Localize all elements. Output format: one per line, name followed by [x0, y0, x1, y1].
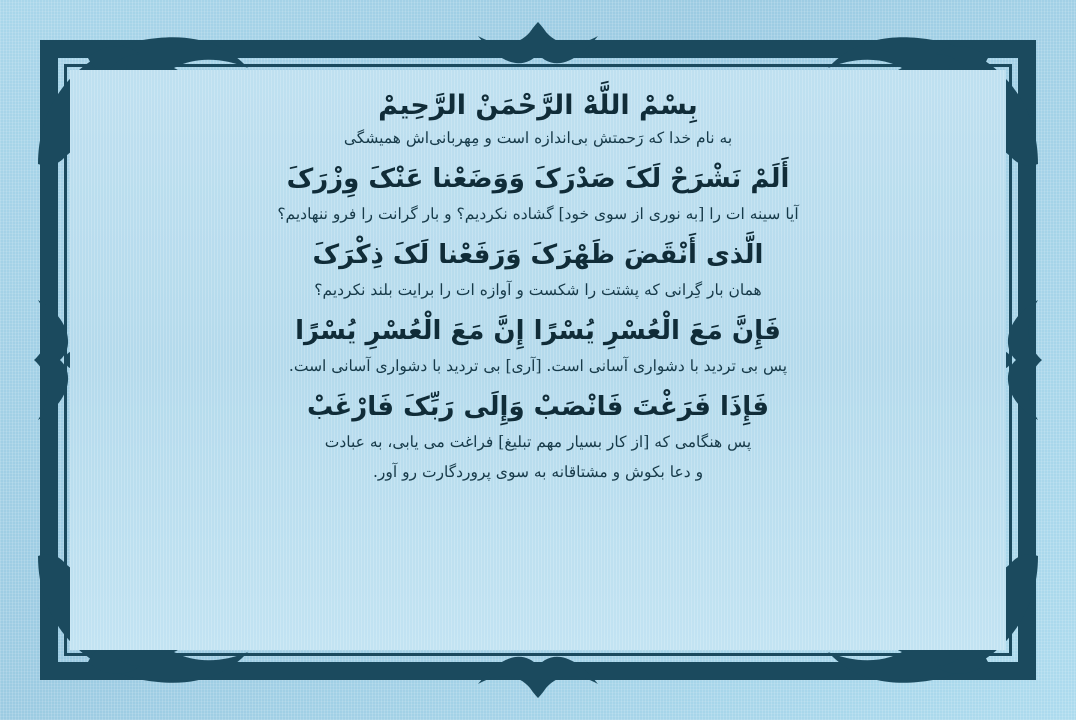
ayah-translation-4b: و دعا بکوش و مشتاقانه به سوی پروردگارت رو آور.	[372, 463, 704, 482]
ayah-line-2: الَّذی أَنْقَضَ ظَهْرَکَ وَرَفَعْنا لَکَ ذِکْرَکَ	[312, 240, 764, 271]
text-panel	[70, 70, 1006, 650]
surah-text	[110, 90, 966, 486]
ayah-line-3: فَإِنَّ مَعَ الْعُسْرِ يُسْرًا إِنَّ مَعَ الْعُسْرِ يُسْرًا	[295, 316, 781, 347]
ayah-translation-2: همان بار گِرانی که پشتت را شکست و آوازه ات را برایت بلند نکردیم؟	[314, 281, 762, 300]
ayah-translation-3: پس بی تردید با دشواری آسانی است. [آری] بی تردید با دشواری آسانی است.	[288, 357, 788, 376]
ayah-line-4: فَإِذَا فَرَغْتَ فَانْصَبْ وَإِلَى رَبِّکَ فَارْغَبْ	[306, 392, 769, 423]
ayah-line-1: أَلَمْ نَشْرَحْ لَکَ صَدْرَکَ وَوَضَعْنا عَنْکَ وِزْرَکَ	[286, 164, 790, 195]
ayah-translation-1: آیا سینه ات را [به نوری از سوی خود] گشاده نکردیم؟ و بار گرانت را فرو ننهادیم؟	[277, 205, 799, 224]
basmala-translation: به نام خدا که رَحمتش بی‌اندازه است و مِهربانی‌اش همیشگی	[343, 129, 733, 147]
ayah-translation-4a: پس هنگامی که [از کار بسیار مهم تبلیغ] فراغت می یابی، به عبادت	[324, 433, 752, 452]
basmala-line: بِسْمْ اللَّهْ الرَّحْمَنْ الرَّحِيمْ	[378, 90, 698, 121]
